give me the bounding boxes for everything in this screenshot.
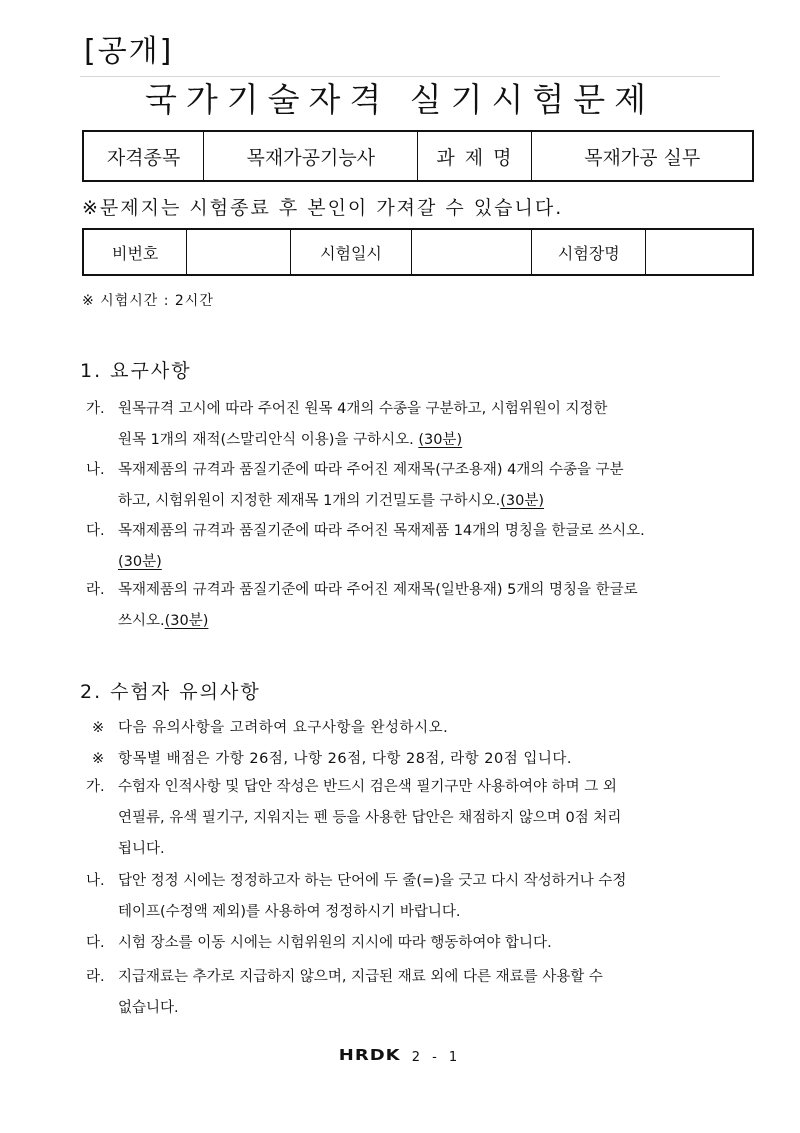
section-requirements-title: 1. 요구사항 — [80, 360, 192, 382]
page-title: 국가기술자격 실기시험문제 — [144, 80, 656, 119]
public-tag: [공개] — [84, 34, 174, 69]
subject-label: 과 제 명 — [418, 131, 532, 181]
exam-info-table — [82, 228, 754, 276]
take-home-notice: ※문제지는 시험종료 후 본인이 가져갈 수 있습니다. — [82, 197, 564, 219]
time-allotment: (30분) — [164, 613, 209, 629]
time-allotment: (30분) — [418, 432, 463, 448]
time-allotment: (30분) — [500, 493, 545, 509]
note-text: 항목별 배점은 가항 26점, 나항 26점, 다항 28점, 라항 20점 입니다. — [118, 751, 572, 767]
page-number: 2 - 1 — [411, 1050, 462, 1065]
section-precautions-title: 2. 수험자 유의사항 — [80, 681, 261, 703]
qualification-value: 목재가공기능사 — [204, 131, 418, 181]
requirement-item — [86, 394, 731, 456]
item-marker: 가. — [86, 779, 105, 795]
item-line: 목재제품의 규격과 품질기준에 따라 주어진 제재목(일반용재) 5개의 명칭을 한글로 — [118, 582, 638, 598]
item-marker: 다. — [86, 935, 105, 951]
item-line: 쓰시오. — [118, 613, 165, 629]
item-marker: 라. — [86, 582, 105, 598]
note-text: 다음 유의사항을 고려하여 요구사항을 완성하시오. — [118, 720, 449, 736]
item-line: 목재제품의 규격과 품질기준에 따라 주어진 목재제품 14개의 명칭을 한글로 쓰시오. — [118, 523, 645, 539]
hrdk-logo: HRDK — [338, 1046, 401, 1065]
precaution-item — [86, 866, 731, 928]
item-line: 연필류, 유색 필기구, 지워지는 펜 등을 사용한 답안은 채점하지 않으며 0점 처리 — [118, 810, 622, 826]
precaution-item — [86, 772, 731, 865]
date-label: 시험일시 — [291, 229, 412, 275]
qualification-label: 자격종목 — [83, 131, 204, 181]
exam-duration: ※ 시험시간 : 2시간 — [82, 293, 214, 309]
item-line: 수험자 인적사항 및 답안 작성은 반드시 검은색 필기구만 사용하여야 하며 그 외 — [118, 779, 617, 795]
item-line: 없습니다. — [118, 1000, 179, 1016]
item-marker: 나. — [86, 462, 105, 478]
item-line: 테이프(수정액 제외)를 사용하여 정정하시기 바랍니다. — [118, 904, 461, 920]
requirement-item — [86, 455, 731, 517]
number-label: 비번호 — [83, 229, 187, 275]
precaution-item — [86, 928, 731, 959]
item-line: 하고, 시험위원이 지정한 제재목 1개의 기건밀도를 구하시오. — [118, 493, 501, 509]
item-line: 지급재료는 추가로 지급하지 않으며, 지급된 재료 외에 다른 재료를 사용할 수 — [118, 969, 603, 985]
note-marker: ※ — [92, 720, 105, 736]
item-marker: 가. — [86, 401, 105, 417]
requirement-item — [86, 516, 731, 578]
precaution-note — [92, 747, 572, 768]
item-line: 됩니다. — [118, 841, 165, 857]
precaution-note — [92, 716, 448, 737]
subject-value: 목재가공 실무 — [532, 131, 753, 181]
item-line: 목재제품의 규격과 품질기준에 따라 주어진 제재목(구조용재) 4개의 수종을 구분 — [118, 462, 624, 478]
item-line: 답안 정정 시에는 정정하고자 하는 단어에 두 줄(=)을 긋고 다시 작성하거나 수정 — [118, 873, 627, 889]
note-marker: ※ — [92, 751, 105, 767]
page-footer — [0, 1045, 800, 1066]
item-marker: 라. — [86, 969, 105, 985]
item-marker: 다. — [86, 523, 105, 539]
number-value — [187, 229, 291, 275]
item-line: 원목 1개의 재적(스말리안식 이용)을 구하시오. — [118, 432, 414, 448]
item-line: 시험 장소를 이동 시에는 시험위원의 지시에 따라 행동하여야 합니다. — [118, 935, 552, 951]
qualification-table — [82, 130, 754, 182]
time-allotment: (30분) — [118, 554, 162, 570]
item-line: 원목규격 고시에 따라 주어진 원목 4개의 수종을 구분하고, 시험위원이 지정한 — [118, 401, 608, 417]
precaution-item — [86, 962, 731, 1024]
date-value — [411, 229, 532, 275]
item-marker: 나. — [86, 873, 105, 889]
requirement-item — [86, 575, 731, 637]
place-label: 시험장명 — [532, 229, 646, 275]
place-value — [646, 229, 753, 275]
